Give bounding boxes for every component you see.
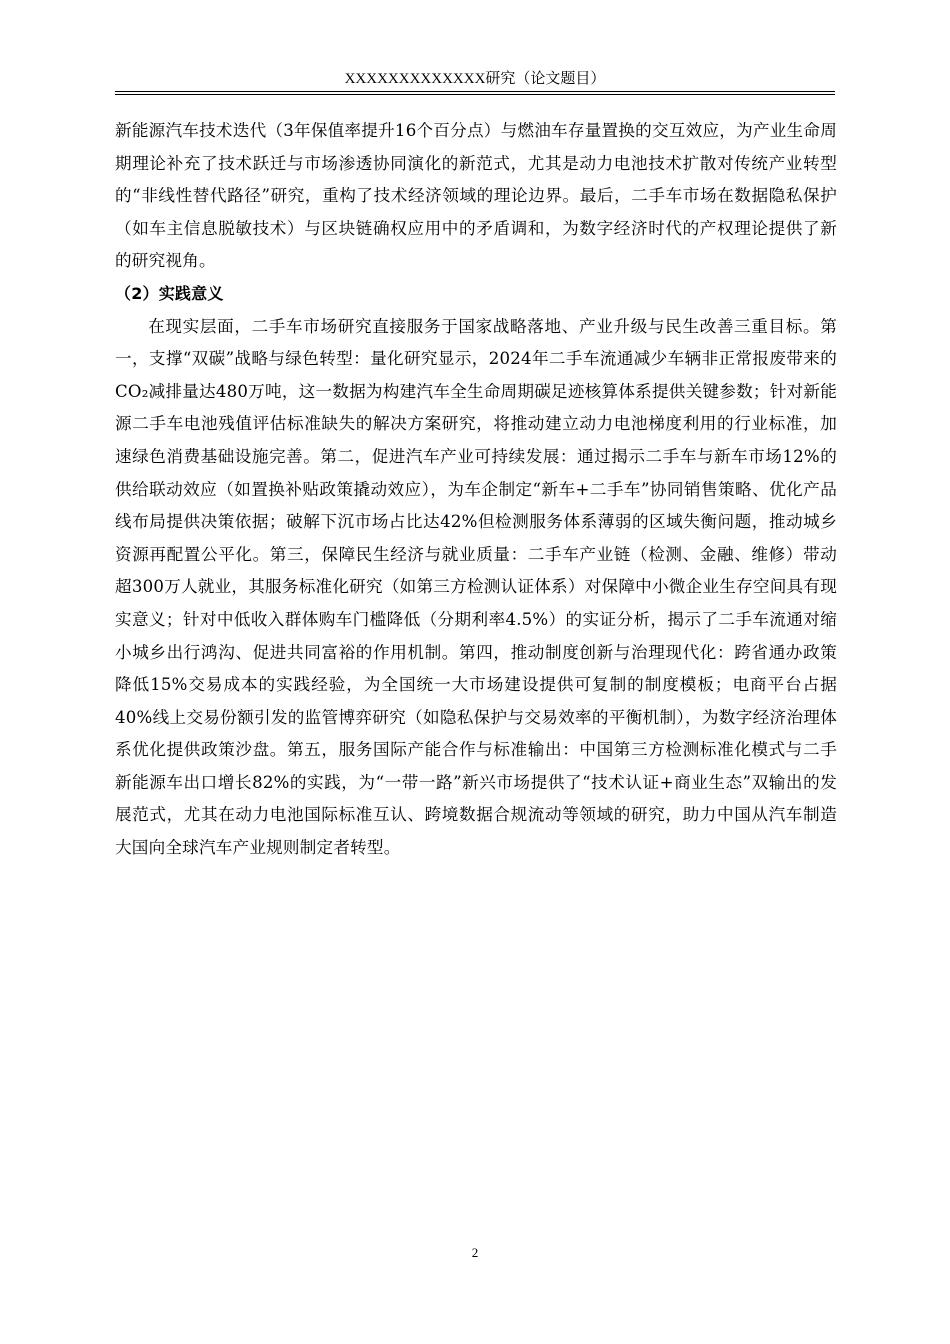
section-heading-practice: （2）实践意义 [115,283,224,303]
running-header: XXXXXXXXXXXXX研究（论文题目） [344,71,606,87]
header-rule-thin [115,94,835,95]
page-number: 2 [471,1245,479,1260]
continued-paragraph: 新能源汽车技术迭代（3年保值率提升16个百分点）与燃油车存量置换的交互效应，为产业生命周期理论补充了技术跃迁与市场渗透协同演化的新范式，尤其是动力电池技术扩散对传统产业转型的“非线性替代路径”研究，重构了技术经济领域的理论边界。最后，二手车市场在数据隐私保护（如车主信息脱敏技术）与区块链确权应用中的矛盾调和，为数字经济时代的产权理论提供了新的研究视角。 [115,121,837,271]
page-body [115,115,837,865]
practice-paragraph: 在现实层面，二手车市场研究直接服务于国家战略落地、产业升级与民生改善三重目标。第一，支撑“双碳”战略与绿色转型：量化研究显示，2024年二手车流通减少车辆非正常报废带来的CO₂减排量达480万吨，这一数据为构建汽车全生命周期碳足迹核算体系提供关键参数；针对新能源二手车电池残值评估标准缺失的解决方案研究，将推动建立动力电池梯度利用的行业标准，加速绿色消费基础设施完善。第二，促进汽车产业可持续发展：通过揭示二手车与新车市场12%的供给联动效应（如置换补贴政策撬动效应），为车企制定“新车+二手车”协同销售策略、优化产品线布局提供决策依据；破解下沉市场占比达42%但检测服务体系薄弱的区域失衡问题，推动城乡资源再配置公平化。第三，保障民生经济与就业质量：二手车产业链（检测、金融、维修）带动超300万人就业，其服务标准化研究（如第三方检测认证体系）对保障中小微企业生存空间具有现实意义；针对中低收入群体购车门槛降低（分期利率4.5%）的实证分析，揭示了二手车流通对缩小城乡出行鸿沟、促进共同富裕的作用机制。第四，推动制度创新与治理现代化：跨省通办政策降低15%交易成本的实践经验，为全国统一大市场建设提供可复制的制度模板；电商平台占据40%线上交易份额引发的监管博弈研究（如隐私保护与交易效率的平衡机制），为数字经济治理体系优化提供政策沙盘。第五，服务国际产能合作与标准输出：中国第三方检测标准化模式与二手新能源车出口增长82%的实践，为“一带一路”新兴市场提供了“技术认证+商业生态”双输出的发展范式，尤其在动力电池国际标准互认、跨境数据合规流动等领域的研究，助力中国从汽车制造大国向全球汽车产业规则制定者转型。 [115,316,837,858]
header-rule-thick [115,91,835,92]
